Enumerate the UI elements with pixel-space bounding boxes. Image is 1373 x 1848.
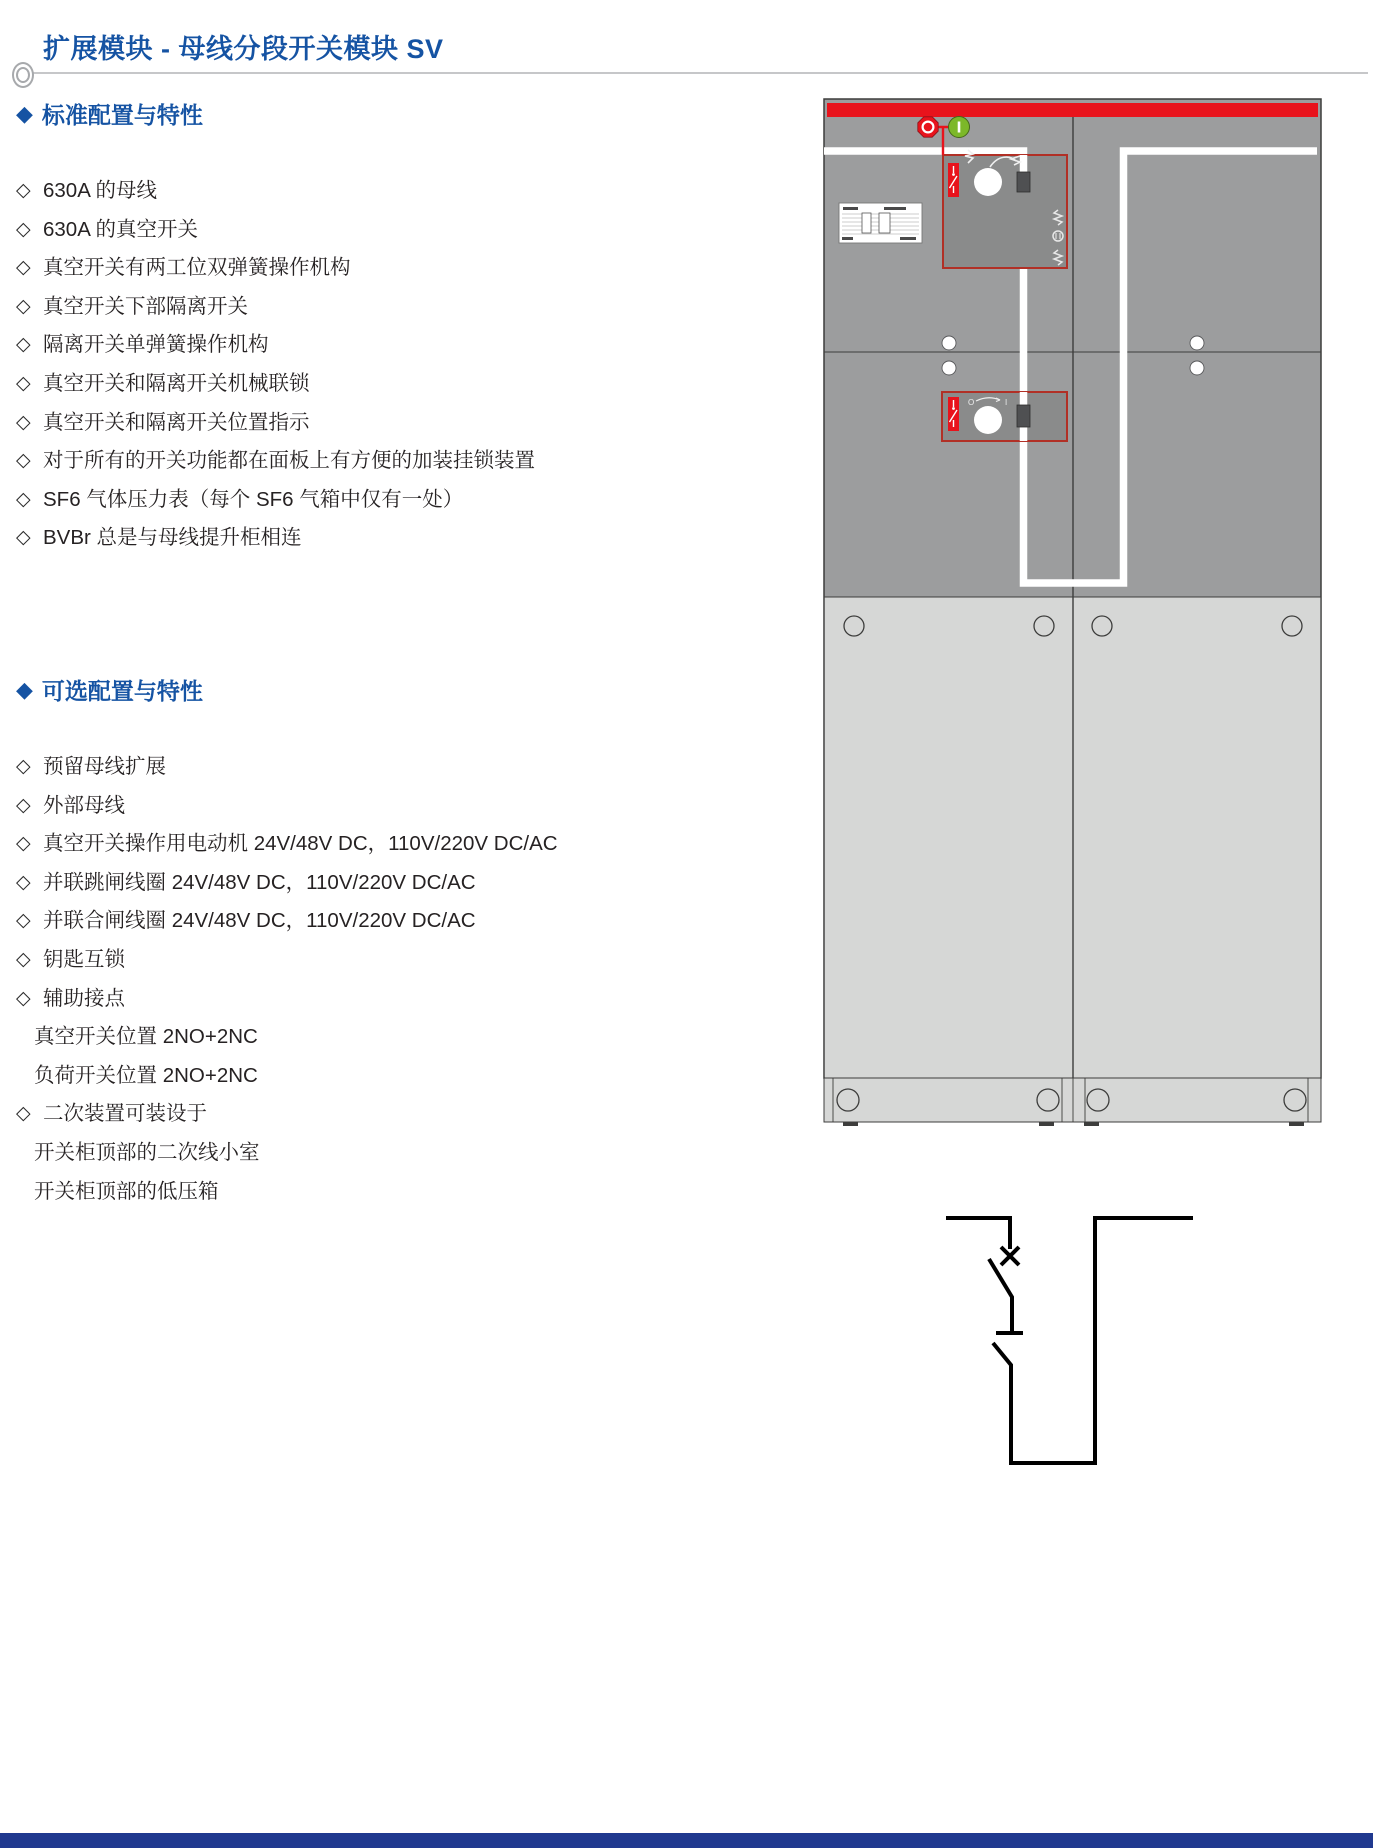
feature-item-label: 真空开关和隔离开关机械联锁: [43, 371, 310, 395]
header-rule: [25, 72, 1368, 74]
feature-item-label: 并联跳闸线圈 24V/48V DC，110V/220V DC/AC: [43, 870, 476, 894]
diamond-bullet-icon: ◇: [16, 794, 31, 816]
diamond-bullet-icon: ◇: [16, 411, 31, 433]
diamond-bullet-icon: ◇: [16, 987, 31, 1009]
feature-item-label: BVBr 总是与母线提升柜相连: [43, 526, 302, 550]
cabinet-top-red-bar: [827, 103, 1318, 117]
switch-position-tag-icon: [948, 397, 959, 431]
diamond-bullet-icon: ◇: [16, 372, 31, 394]
feature-item: [16, 211, 736, 250]
lower-mechanism-panel: [942, 392, 1067, 441]
diamond-bullet-icon: ◇: [16, 334, 31, 356]
feature-item-label: 真空开关位置 2NO+2NC: [34, 1025, 258, 1049]
feature-item: [16, 941, 736, 980]
bus-left-segment: [946, 1218, 1010, 1249]
diamond-bullet-icon: ◇: [16, 910, 31, 932]
operating-shaft-hole: [974, 168, 1002, 196]
feature-item-label: 隔离开关单弹簧操作机构: [43, 333, 269, 357]
feature-item: [16, 519, 736, 558]
feature-item: [16, 787, 736, 826]
feature-item-label: 外部母线: [43, 793, 125, 817]
feature-item-label: 真空开关操作用电动机 24V/48V DC，110V/220V DC/AC: [43, 832, 558, 856]
feature-item: [16, 1095, 736, 1134]
feature-item-label: 真空开关有两工位双弹簧操作机构: [43, 256, 351, 280]
circuit-svg: [930, 1205, 1210, 1475]
switch-blade-upper: [989, 1259, 1012, 1333]
feature-subitem: [16, 1134, 736, 1173]
diamond-filled-icon: ◆: [16, 100, 33, 126]
diamond-bullet-icon: ◇: [16, 257, 31, 279]
feature-item: [16, 864, 736, 903]
operating-knob-hole: [974, 406, 1002, 434]
section-heading-label: 标准配置与特性: [41, 102, 203, 128]
cabinet-svg: [822, 97, 1323, 1129]
feature-item: [16, 748, 736, 787]
feature-item-label: 辅助接点: [43, 986, 125, 1010]
feature-item-label: 开关柜顶部的低压箱: [34, 1179, 219, 1203]
diamond-bullet-icon: ◇: [16, 527, 31, 549]
switch-position-tag-icon: [948, 163, 959, 197]
feature-item-label: 钥匙互锁: [43, 947, 125, 971]
single-line-diagram: [930, 1205, 1210, 1475]
cabinet-feet: [843, 1122, 1304, 1126]
rule-end-ornament-icon: [12, 62, 34, 88]
feature-item: [16, 481, 736, 520]
page-title: 扩展模块 - 母线分段开关模块 SV: [43, 34, 444, 64]
switchgear-cabinet-illustration: [822, 97, 1323, 1129]
feature-item: [16, 326, 736, 365]
feature-item-label: 开关柜顶部的二次线小室: [34, 1140, 260, 1164]
feature-item-label: 真空开关和隔离开关位置指示: [43, 410, 310, 434]
feature-item-label: 负荷开关位置 2NO+2NC: [34, 1063, 258, 1087]
feature-item-label: SF6 气体压力表（每个 SF6 气箱中仅有一处）: [43, 487, 464, 511]
feature-item: [16, 404, 736, 443]
diamond-bullet-icon: ◇: [16, 295, 31, 317]
feature-item: [16, 172, 736, 211]
feature-item: [16, 249, 736, 288]
diamond-bullet-icon: ◇: [16, 180, 31, 201]
rating-nameplate: [839, 203, 922, 243]
diamond-bullet-icon: ◇: [16, 450, 31, 472]
diamond-bullet-icon: ◇: [16, 833, 31, 855]
feature-item: [16, 442, 736, 481]
knob-on-label: I: [1005, 398, 1008, 407]
diamond-bullet-icon: ◇: [16, 218, 31, 240]
diamond-bullet-icon: ◇: [16, 871, 31, 893]
feature-item-label: 630A 的母线: [43, 179, 157, 202]
diamond-bullet-icon: ◇: [16, 756, 31, 777]
feature-item: [16, 980, 736, 1019]
disconnector-contact-block: [1017, 405, 1030, 427]
feature-item-label: 二次装置可装设于: [43, 1102, 207, 1126]
feature-item: [16, 288, 736, 327]
feature-item-label: 630A 的真空开关: [43, 217, 198, 241]
off-button-icon: [918, 117, 938, 137]
section-heading-standard: [16, 97, 203, 130]
feature-subitem: [16, 1018, 736, 1057]
diamond-filled-icon: ◆: [16, 676, 33, 702]
feature-item-label: 并联合闸线圈 24V/48V DC，110V/220V DC/AC: [43, 909, 476, 933]
section-heading-optional: [16, 673, 203, 706]
standard-feature-list: [16, 172, 736, 558]
optional-feature-list: [16, 748, 736, 1211]
diamond-bullet-icon: ◇: [16, 1103, 31, 1125]
cabinet-plinth: [824, 1078, 1321, 1126]
feature-item-label: 预留母线扩展: [43, 755, 166, 778]
feature-item: [16, 825, 736, 864]
feature-subitem: [16, 1057, 736, 1096]
footer-color-bar: [0, 1833, 1373, 1848]
feature-item-label: 真空开关下部隔离开关: [43, 294, 248, 318]
knob-off-label: O: [968, 398, 975, 407]
diamond-bullet-icon: ◇: [16, 948, 31, 970]
switch-blade-lower-and-bus: [993, 1218, 1193, 1463]
feature-item: [16, 365, 736, 404]
feature-subitem: [16, 1173, 736, 1212]
diamond-bullet-icon: ◇: [16, 488, 31, 510]
upper-mechanism-panel: [943, 150, 1067, 268]
feature-item-label: 对于所有的开关功能都在面板上有方便的加装挂锁装置: [43, 449, 535, 473]
feature-item: [16, 902, 736, 941]
switch-cross-icon: [1001, 1247, 1019, 1265]
disconnector-contact-block: [1017, 172, 1030, 192]
section-heading-label: 可选配置与特性: [41, 678, 203, 704]
